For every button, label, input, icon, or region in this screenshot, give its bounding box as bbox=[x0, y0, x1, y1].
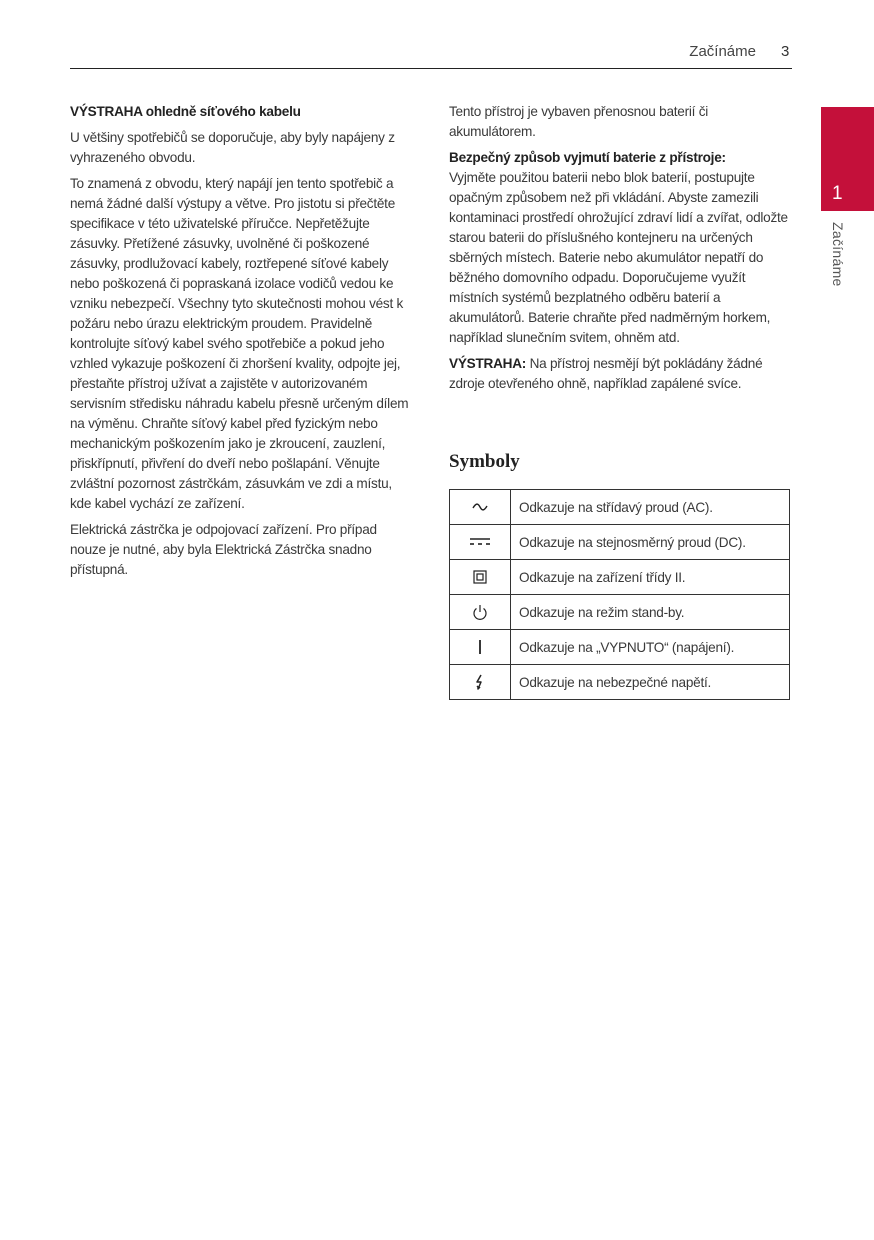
symbol-description: Odkazuje na „VYPNUTO“ (napájení). bbox=[511, 630, 790, 665]
battery-removal-text: Vyjměte použitou baterii nebo blok baterií, postupujte opačným způsobem než při vkládání. Abyste zamezili kontaminaci prostředí ohrožující zdraví lidí a zvířat, odložte starou baterii do příslušného kontejneru na určených sběrných místech. Baterie nebo akumulátor nepatří do běžného domovního odpadu. Doporučujeme využít místních systémů bezplatného odběru baterií a akumulátorů. Baterie chraňte před nadměrným horkem, například slunečním svitem, ohněm atd. bbox=[449, 170, 788, 345]
warning-label: VÝSTRAHA: bbox=[449, 356, 527, 371]
table-row bbox=[450, 595, 790, 630]
paragraph: Tento přístroj je vybaven přenosnou baterií či akumulátorem. bbox=[449, 104, 709, 139]
class-ii-icon bbox=[450, 560, 511, 595]
chapter-label: Začínáme bbox=[830, 222, 846, 287]
battery-removal-heading: Bezpečný způsob vyjmutí baterie z přístroje: bbox=[449, 150, 726, 165]
power-cord-warning-heading: VÝSTRAHA ohledně síťového kabelu bbox=[70, 104, 301, 119]
table-row bbox=[450, 665, 790, 700]
hazardous-voltage-icon bbox=[450, 665, 511, 700]
table-row bbox=[450, 490, 790, 525]
chapter-tab bbox=[821, 107, 874, 211]
left-column bbox=[70, 102, 415, 586]
symbol-description: Odkazuje na nebezpečné napětí. bbox=[511, 665, 790, 700]
chapter-number: 1 bbox=[832, 183, 843, 204]
header-divider bbox=[70, 68, 792, 69]
paragraph: Elektrická zástrčka je odpojovací zařízení. Pro případ nouze je nutné, aby byla Elektrická Zástrčka snadno přístupná. bbox=[70, 522, 377, 577]
right-column bbox=[449, 102, 794, 400]
symbol-description: Odkazuje na režim stand-by. bbox=[511, 595, 790, 630]
table-row bbox=[450, 560, 790, 595]
paragraph: To znamená z obvodu, který napájí jen tento spotřebič a nemá žádné další výstupy a větve. Pro jistotu si přečtěte specifikace v této uživatelské příručce. Nepřetěžujte zásuvky. Přetížené zásuvky, uvolněné či poškozené zásuvky, prodlužovací kabely, roztřepené síťové kabely nebo poškozená či popraskaná izolace vodičů vedou ke vzniku nebezpečí. Všechny tyto skutečnosti mohou vést k požáru nebo úrazu elektrickým proudem. Pravidelně kontrolujte síťový kabel svého spotřebiče a pokud jeho vzhled vykazuje poškození či zhoršení kvality, odpojte jej, přestaňte přístroj užívat a zajistěte v autorizovaném servisním středisku náhradu kabelu přesně určeným dílem na výměnu. Chraňte síťový kabel před fyzickým nebo mechanickým poškozením jako je zkroucení, zauzlení, přiskřípnutí, přivření do dveří nebo pošlapání. Věnujte zvláštní pozornost zástrčkám, zásuvkám ve zdi a místu, kde kabel vychází ze zařízení. bbox=[70, 176, 409, 511]
table-row bbox=[450, 525, 790, 560]
dc-icon bbox=[450, 525, 511, 560]
ac-icon bbox=[450, 490, 511, 525]
page-number: 3 bbox=[781, 43, 790, 60]
header-title: Začínáme bbox=[689, 43, 756, 60]
symbols-heading: Symboly bbox=[449, 451, 520, 472]
table-row bbox=[450, 630, 790, 665]
symbol-description: Odkazuje na střídavý proud (AC). bbox=[511, 490, 790, 525]
fire-warning-text: Na přístroj nesmějí být pokládány žádné zdroje otevřeného ohně, například zapálené svíce. bbox=[449, 356, 763, 391]
paragraph: U většiny spotřebičů se doporučuje, aby byly napájeny z vyhrazeného obvodu. bbox=[70, 130, 395, 165]
power-on-icon bbox=[450, 630, 511, 665]
symbols-table bbox=[449, 489, 790, 700]
symbol-description: Odkazuje na zařízení třídy II. bbox=[511, 560, 790, 595]
standby-icon bbox=[450, 595, 511, 630]
symbol-description: Odkazuje na stejnosměrný proud (DC). bbox=[511, 525, 790, 560]
battery-removal-paragraph bbox=[449, 148, 794, 348]
fire-warning-paragraph bbox=[449, 354, 794, 394]
